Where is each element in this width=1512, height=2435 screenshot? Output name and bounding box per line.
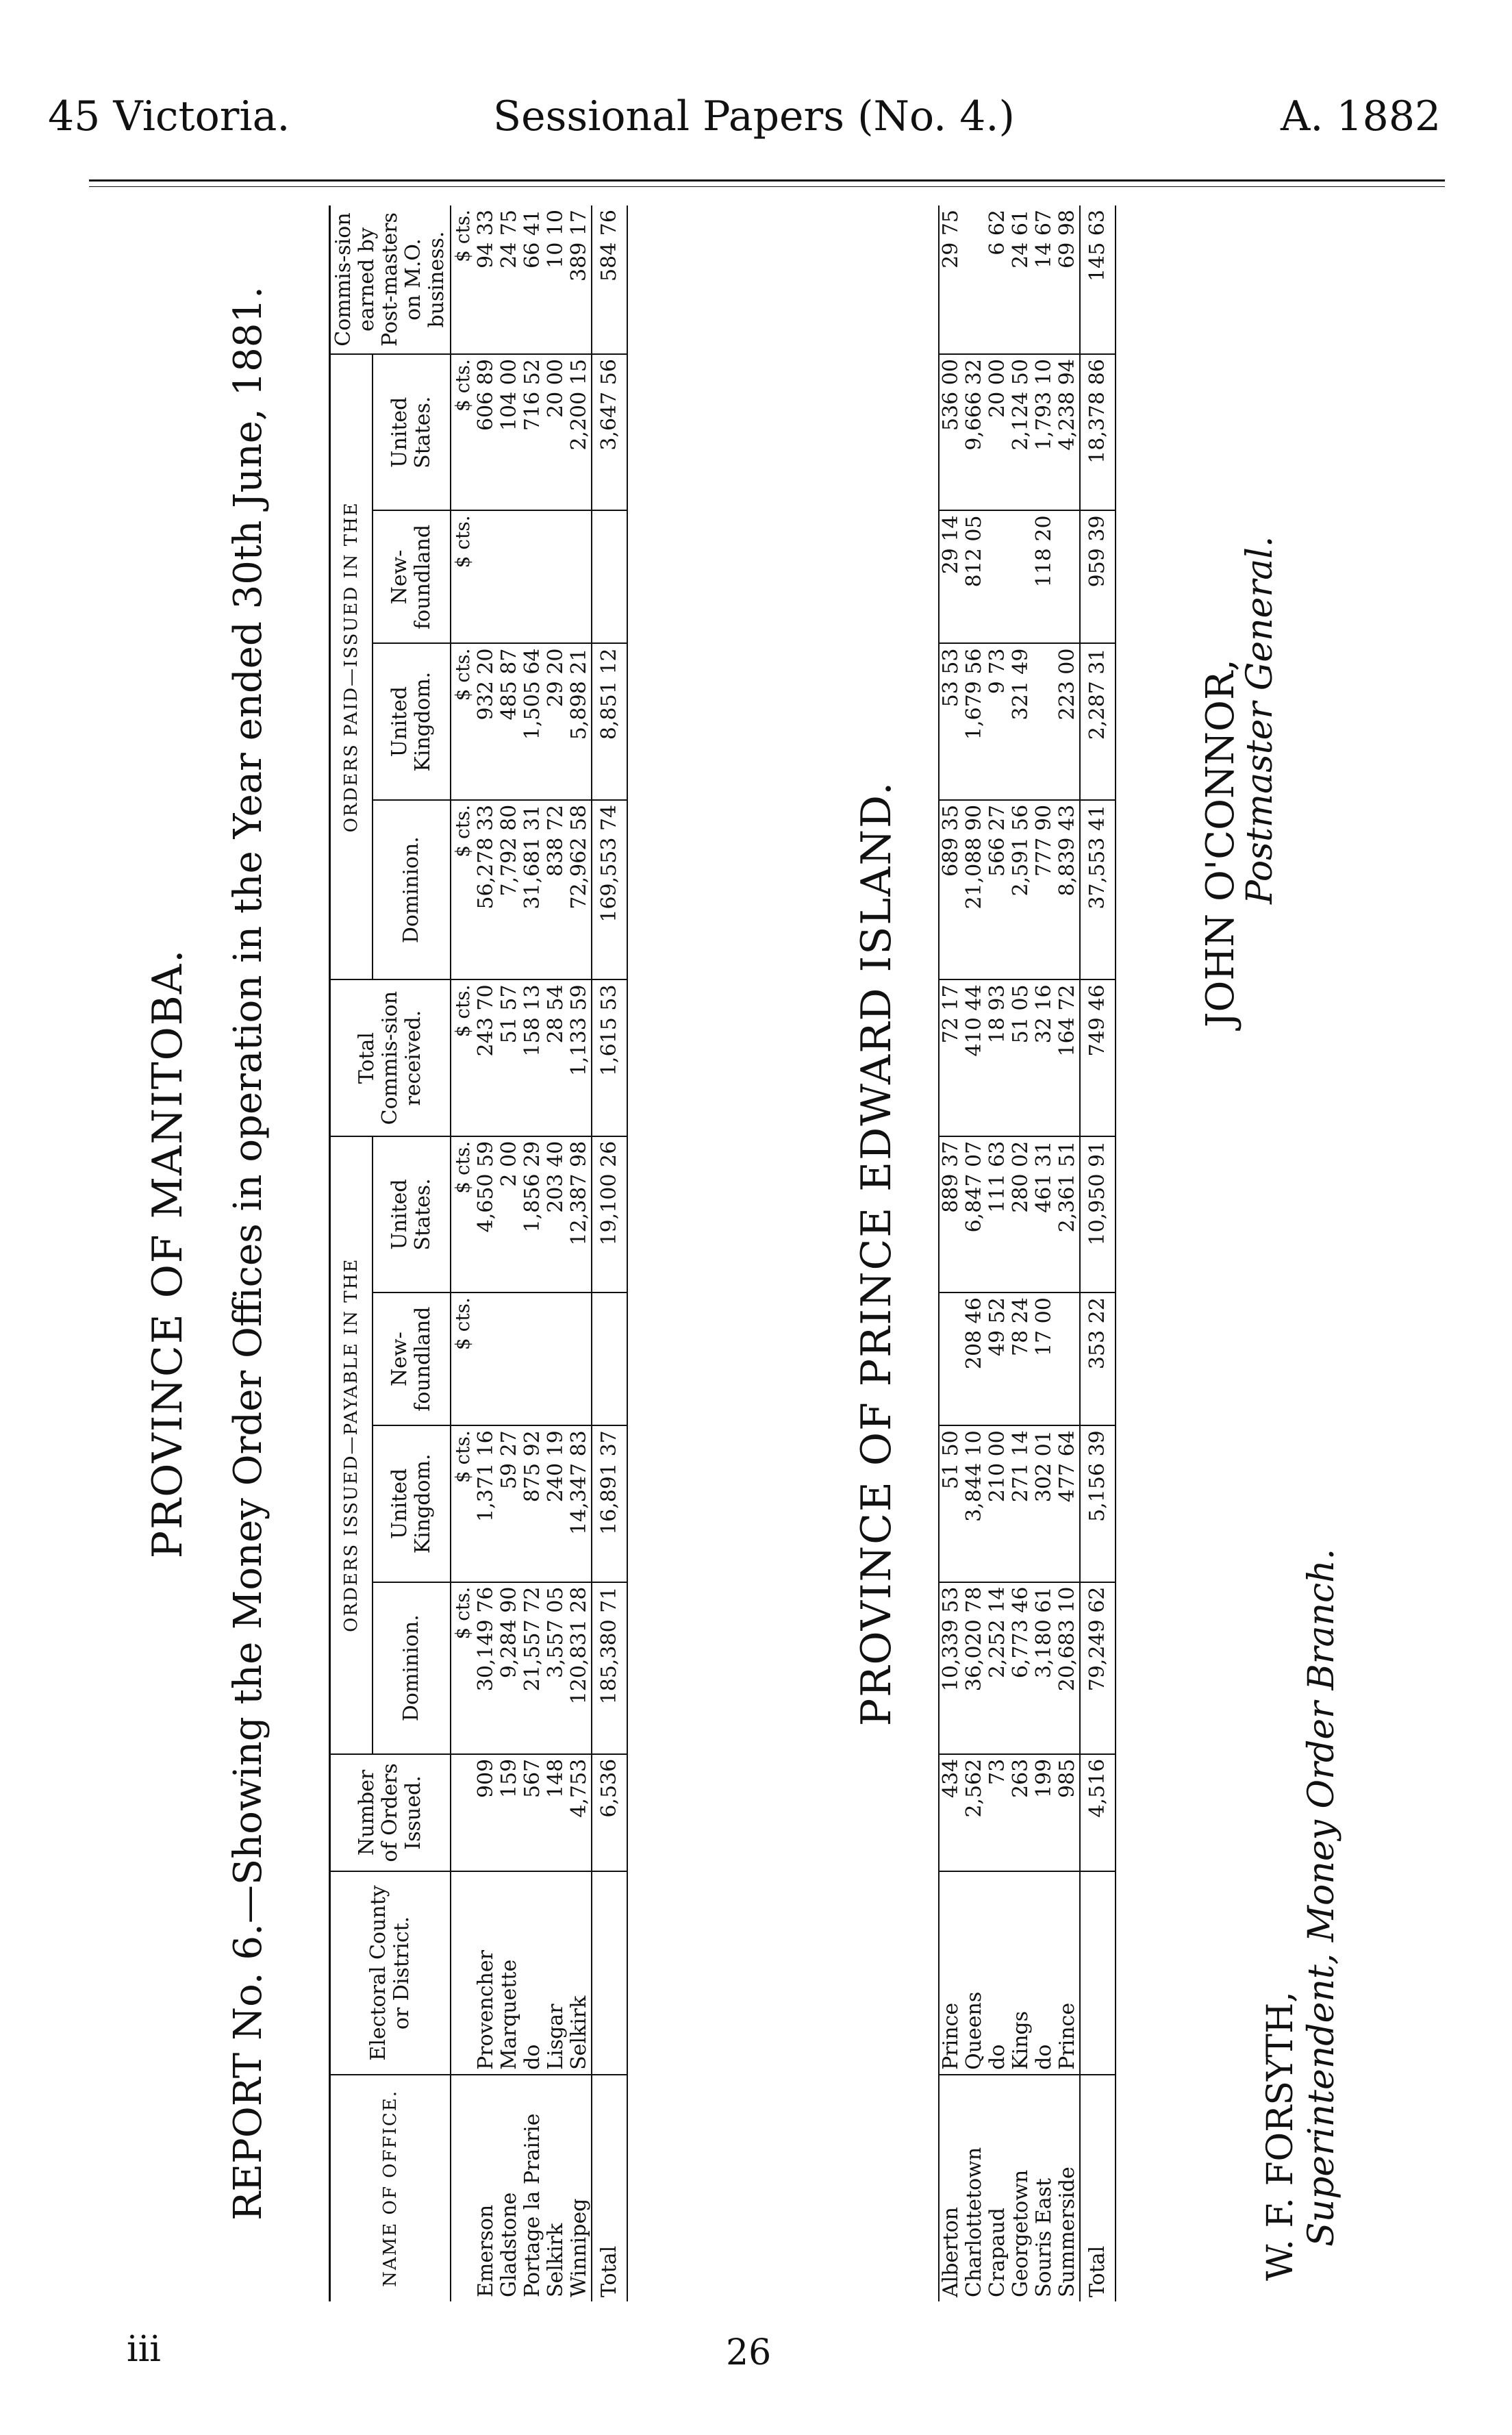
cell-is-uk: 271 14	[1009, 1425, 1033, 1582]
cell-pd-nf	[1056, 510, 1080, 643]
cell-pd-dom: 37,553 41	[1080, 800, 1116, 980]
col-office: NAME OF OFFICE.	[330, 2075, 451, 2301]
cell-number: 2,562	[963, 1754, 986, 1871]
cell-is-nf	[498, 1293, 521, 1425]
cell-comm	[963, 205, 986, 354]
cell-is-dom: 21,557 72	[521, 1582, 544, 1754]
units-label: $ cts.	[451, 510, 475, 643]
page-number-roman: iii	[127, 2329, 161, 2370]
cell-total-comm: 1,615 53	[592, 979, 627, 1136]
cell-number: 4,753	[568, 1754, 592, 1871]
table-row	[1056, 205, 1080, 2301]
cell-pd-dom: 8,839 43	[1056, 800, 1080, 980]
cell-is-dom: 36,020 78	[963, 1582, 986, 1754]
col-county: Electoral County or District.	[330, 1871, 451, 2075]
cell-total-comm: 243 70	[475, 979, 498, 1136]
cell-is-nf: 49 52	[986, 1293, 1009, 1425]
cell-pd-uk: 321 49	[1009, 644, 1033, 800]
cell-is-dom: 3,180 61	[1033, 1582, 1056, 1754]
cell-comm: 584 76	[592, 205, 627, 354]
cell-pd-dom: 21,088 90	[963, 800, 986, 980]
running-header-right: A. 1882	[1281, 92, 1441, 140]
cell-county: Prince	[1056, 1871, 1080, 2075]
manitoba-title: PROVINCE OF MANITOBA.	[144, 948, 192, 1559]
cell-is-nf	[544, 1293, 568, 1425]
table-row	[1033, 205, 1056, 2301]
cell-is-dom: 30,149 76	[475, 1582, 498, 1754]
cell-comm: 24 61	[1009, 205, 1033, 354]
cell-pd-uk: 485 87	[498, 644, 521, 800]
cell-comm: 94 33	[475, 205, 498, 354]
cell-number: 567	[521, 1754, 544, 1871]
cell-is-uk: 51 50	[939, 1425, 963, 1582]
table-row	[475, 205, 498, 2301]
cell-comm: 69 98	[1056, 205, 1080, 354]
units-label: $ cts.	[451, 800, 475, 980]
cell-pd-uk: 9 73	[986, 644, 1009, 800]
cell-is-uk: 1,371 16	[475, 1425, 498, 1582]
cell-pd-uk: 223 00	[1056, 644, 1080, 800]
cell-pd-dom: 169,553 74	[592, 800, 627, 980]
header-rule-thin	[89, 186, 1445, 187]
cell-is-uk: 59 27	[498, 1425, 521, 1582]
cell-comm: 389 17	[568, 205, 592, 354]
cell-number: 434	[939, 1754, 963, 1871]
col-total-comm: Total Commis-sion received.	[330, 979, 451, 1136]
cell-pd-nf: 812 05	[963, 510, 986, 643]
cell-comm: 14 67	[1033, 205, 1056, 354]
cell-pd-nf	[544, 510, 568, 643]
cell-is-nf: 208 46	[963, 1293, 986, 1425]
cell-is-us: 2,361 51	[1056, 1136, 1080, 1293]
table-row	[498, 205, 521, 2301]
cell-county: Kings	[1009, 1871, 1033, 2075]
col-pd-us: United States.	[373, 354, 451, 510]
cell-pd-us: 606 89	[475, 354, 498, 510]
report-title: REPORT No. 6.—Showing the Money Order Offices in operation in the Year ended 30th June, 1881.	[226, 286, 270, 2221]
cell-pd-nf	[475, 510, 498, 643]
cell-is-dom: 10,339 53	[939, 1582, 963, 1754]
cell-is-nf: 353 22	[1080, 1293, 1116, 1425]
cell-number: 159	[498, 1754, 521, 1871]
cell-is-nf: 78 24	[1009, 1293, 1033, 1425]
cell-comm: 24 75	[498, 205, 521, 354]
cell-is-uk: 875 92	[521, 1425, 544, 1582]
cell-number: 4,516	[1080, 1754, 1116, 1871]
cell-office: Alberton	[939, 2207, 963, 2297]
units-label: $ cts.	[451, 1425, 475, 1582]
signature-forsyth-name: W. F. FORSYTH,	[1260, 1991, 1301, 2281]
cell-pd-uk: 5,898 21	[568, 644, 592, 800]
cell-is-nf	[568, 1293, 592, 1425]
cell-is-dom: 185,380 71	[592, 1582, 627, 1754]
cell-is-us: 280 02	[1009, 1136, 1033, 1293]
cell-number: 6,536	[592, 1754, 627, 1871]
col-is-uk: United Kingdom.	[373, 1425, 451, 1582]
cell-pd-dom: 56,278 33	[475, 800, 498, 980]
pei-rows	[939, 205, 1116, 2301]
cell-is-nf	[1056, 1293, 1080, 1425]
page-number: 26	[726, 2332, 772, 2373]
manitoba-table	[329, 205, 628, 2301]
cell-is-uk: 240 19	[544, 1425, 568, 1582]
cell-is-us: 19,100 26	[592, 1136, 627, 1293]
units-label: $ cts.	[451, 1582, 475, 1754]
cell-is-dom: 3,557 05	[544, 1582, 568, 1754]
cell-office: Souris East	[1032, 2177, 1056, 2297]
cell-pd-dom: 689 35	[939, 800, 963, 980]
cell-office: Georgetown	[1009, 2169, 1033, 2297]
cell-is-uk: 210 00	[986, 1425, 1009, 1582]
cell-is-dom: 79,249 62	[1080, 1582, 1116, 1754]
cell-is-uk: 477 64	[1056, 1425, 1080, 1582]
cell-pd-us: 2,200 15	[568, 354, 592, 510]
cell-pd-us: 1,793 10	[1033, 354, 1056, 510]
cell-pd-nf	[1009, 510, 1033, 643]
table-row	[544, 205, 568, 2301]
cell-pd-dom: 838 72	[544, 800, 568, 980]
cell-pd-uk	[1033, 644, 1056, 800]
signature-forsyth-title: Superintendent, Money Order Branch.	[1301, 1548, 1342, 2247]
units-label: $ cts.	[451, 205, 475, 354]
cell-pd-us: 4,238 94	[1056, 354, 1080, 510]
units-label: $ cts.	[451, 1293, 475, 1425]
total-row	[592, 205, 627, 2301]
cell-is-dom: 120,831 28	[568, 1582, 592, 1754]
cell-is-us: 1,856 29	[521, 1136, 544, 1293]
cell-pd-nf	[986, 510, 1009, 643]
cell-office: Charlottetown	[962, 2147, 986, 2297]
cell-office: Total	[1080, 2075, 1116, 2301]
cell-total-comm: 1,133 59	[568, 979, 592, 1136]
cell-is-us: 203 40	[544, 1136, 568, 1293]
cell-county: do	[986, 1871, 1009, 2075]
rotated-report	[130, 205, 1445, 2301]
cell-is-uk: 5,156 39	[1080, 1425, 1116, 1582]
cell-pd-us: 2,124 50	[1009, 354, 1033, 510]
col-number: Number of Orders Issued.	[330, 1754, 451, 1871]
cell-is-us: 2 00	[498, 1136, 521, 1293]
units-label: $ cts.	[451, 1136, 475, 1293]
units-label: $ cts.	[451, 354, 475, 510]
cell-is-us: 889 37	[939, 1136, 963, 1293]
cell-total-comm: 72 17	[939, 979, 963, 1136]
cell-is-dom: 2,252 14	[986, 1582, 1009, 1754]
cell-pd-dom: 566 27	[986, 800, 1009, 980]
cell-comm: 145 63	[1080, 205, 1116, 354]
cell-pd-us: 18,378 86	[1080, 354, 1116, 510]
col-paid-group: ORDERS PAID—ISSUED IN THE	[330, 354, 373, 979]
col-pd-nf: New-foundland	[373, 510, 451, 643]
pei-title: PROVINCE OF PRINCE EDWARD ISLAND.	[853, 780, 900, 1727]
cell-number: 909	[475, 1754, 498, 1871]
cell-office: Selkirk	[544, 2223, 568, 2297]
cell-is-us: 111 63	[986, 1136, 1009, 1293]
cell-county: Queens	[963, 1871, 986, 2075]
cell-pd-nf	[592, 510, 627, 643]
cell-is-us: 10,950 91	[1080, 1136, 1116, 1293]
cell-total-comm: 51 05	[1009, 979, 1033, 1136]
table-row	[963, 205, 986, 2301]
cell-total-comm: 158 13	[521, 979, 544, 1136]
cell-number: 148	[544, 1754, 568, 1871]
cell-total-comm: 164 72	[1056, 979, 1080, 1136]
table-row	[986, 205, 1009, 2301]
signature-oconnor-name: JOHN O'CONNOR,	[1198, 659, 1243, 1027]
cell-is-us: 6,847 07	[963, 1136, 986, 1293]
cell-is-uk: 14,347 83	[568, 1425, 592, 1582]
col-issued-group: ORDERS ISSUED—PAYABLE IN THE	[330, 1136, 373, 1754]
cell-pd-dom: 2,591 56	[1009, 800, 1033, 980]
cell-pd-us: 20 00	[544, 354, 568, 510]
cell-pd-nf: 118 20	[1033, 510, 1056, 643]
col-is-nf: New-foundland	[373, 1293, 451, 1425]
cell-pd-us: 104 00	[498, 354, 521, 510]
col-is-us: United States.	[373, 1136, 451, 1293]
table-row	[1009, 205, 1033, 2301]
cell-total-comm: 28 54	[544, 979, 568, 1136]
col-pd-uk: United Kingdom.	[373, 644, 451, 800]
cell-office: Emerson	[474, 2204, 498, 2297]
cell-total-comm: 32 16	[1033, 979, 1056, 1136]
col-comm-post: Commis-sion earned by Post-masters on M.O. business.	[330, 205, 451, 354]
cell-is-uk: 302 01	[1033, 1425, 1056, 1582]
cell-is-nf	[939, 1293, 963, 1425]
cell-pd-dom: 777 90	[1033, 800, 1056, 980]
cell-pd-nf	[521, 510, 544, 643]
cell-office: Gladstone	[497, 2192, 521, 2297]
cell-pd-dom: 31,681 31	[521, 800, 544, 980]
units-label: $ cts.	[451, 979, 475, 1136]
cell-pd-uk: 932 20	[475, 644, 498, 800]
cell-office: Portage la Prairie	[520, 2113, 544, 2297]
total-row	[1080, 205, 1116, 2301]
cell-pd-uk: 1,679 56	[963, 644, 986, 800]
cell-pd-uk: 2,287 31	[1080, 644, 1116, 800]
cell-county	[592, 1871, 627, 2075]
cell-is-nf	[592, 1293, 627, 1425]
cell-pd-dom: 72,962 58	[568, 800, 592, 980]
cell-office: Crapaud	[985, 2208, 1009, 2297]
cell-pd-uk: 53 53	[939, 644, 963, 800]
cell-comm: 10 10	[544, 205, 568, 354]
cell-comm: 66 41	[521, 205, 544, 354]
col-is-dom: Dominion.	[373, 1582, 451, 1754]
cell-is-dom: 20,683 10	[1056, 1582, 1080, 1754]
cell-is-nf	[475, 1293, 498, 1425]
cell-comm: 6 62	[986, 205, 1009, 354]
units-label: $ cts.	[451, 644, 475, 800]
cell-is-us: 12,387 98	[568, 1136, 592, 1293]
cell-number: 263	[1009, 1754, 1033, 1871]
cell-number: 985	[1056, 1754, 1080, 1871]
col-pd-dom: Dominion.	[373, 800, 451, 980]
cell-office: Summerside	[1055, 2166, 1079, 2297]
signature-oconnor-title: Postmaster General.	[1239, 536, 1281, 904]
cell-county	[1080, 1871, 1116, 2075]
cell-county: Lisgar	[544, 1871, 568, 2075]
cell-total-comm: 410 44	[963, 979, 986, 1136]
cell-total-comm: 51 57	[498, 979, 521, 1136]
cell-total-comm: 749 46	[1080, 979, 1116, 1136]
cell-is-uk: 16,891 37	[592, 1425, 627, 1582]
table-row	[521, 205, 544, 2301]
cell-office: Total	[592, 2075, 627, 2301]
pei-table	[938, 205, 1116, 2301]
header-rule	[89, 179, 1445, 182]
cell-pd-us: 3,647 56	[592, 354, 627, 510]
cell-pd-uk: 29 20	[544, 644, 568, 800]
cell-pd-nf	[498, 510, 521, 643]
cell-is-nf	[521, 1293, 544, 1425]
cell-is-dom: 6,773 46	[1009, 1582, 1033, 1754]
cell-pd-us: 716 52	[521, 354, 544, 510]
cell-total-comm: 18 93	[986, 979, 1009, 1136]
cell-pd-dom: 7,792 80	[498, 800, 521, 980]
cell-county: do	[1033, 1871, 1056, 2075]
cell-is-us: 4,650 59	[475, 1136, 498, 1293]
running-header-center: Sessional Papers (No. 4.)	[493, 92, 1015, 140]
cell-pd-nf: 29 14	[939, 510, 963, 643]
running-header-left: 45 Victoria.	[48, 92, 290, 140]
cell-county: do	[521, 1871, 544, 2075]
cell-county: Prince	[939, 1871, 963, 2075]
cell-pd-uk: 1,505 64	[521, 644, 544, 800]
cell-pd-us: 20 00	[986, 354, 1009, 510]
cell-office: Winnipeg	[567, 2198, 591, 2297]
table-row	[939, 205, 963, 2301]
table-row	[568, 205, 592, 2301]
cell-county: Provencher	[475, 1871, 498, 2075]
cell-county: Marquette	[498, 1871, 521, 2075]
cell-pd-us: 536 00	[939, 354, 963, 510]
manitoba-rows	[475, 205, 627, 2301]
cell-pd-uk: 8,851 12	[592, 644, 627, 800]
cell-comm: 29 75	[939, 205, 963, 354]
cell-pd-us: 9,666 32	[963, 354, 986, 510]
cell-is-nf: 17 00	[1033, 1293, 1056, 1425]
cell-is-us: 461 31	[1033, 1136, 1056, 1293]
cell-is-dom: 9,284 90	[498, 1582, 521, 1754]
cell-number: 199	[1033, 1754, 1056, 1871]
cell-is-uk: 3,844 10	[963, 1425, 986, 1582]
cell-county: Selkirk	[568, 1871, 592, 2075]
cell-number: 73	[986, 1754, 1009, 1871]
cell-pd-nf	[568, 510, 592, 643]
cell-pd-nf: 959 39	[1080, 510, 1116, 643]
